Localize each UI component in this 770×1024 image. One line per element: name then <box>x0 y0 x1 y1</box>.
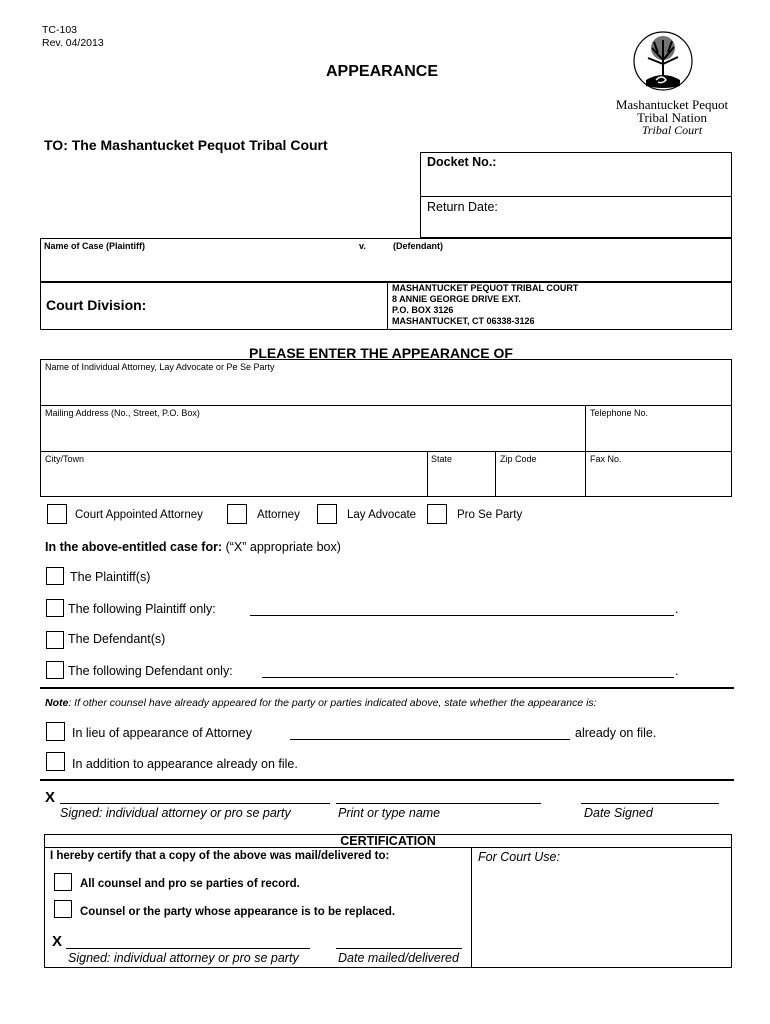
zip-code-label: Zip Code <box>500 454 537 464</box>
court-appointed-attorney-checkbox[interactable] <box>47 504 67 524</box>
addressed-to: TO: The Mashantucket Pequot Tribal Court <box>44 137 328 153</box>
mailing-address-field[interactable] <box>42 421 582 449</box>
period: . <box>675 664 679 678</box>
in-lieu-label: In lieu of appearance of Attorney <box>72 726 252 740</box>
zip-code-field[interactable] <box>497 467 583 495</box>
in-addition-checkbox[interactable] <box>46 752 65 771</box>
case-for-heading-rest: (“X” appropriate box) <box>222 540 341 554</box>
print-name-label: Print or type name <box>338 806 441 820</box>
city-label: City/Town <box>45 454 85 464</box>
all-counsel-label: All counsel and pro se parties of record. <box>80 878 300 890</box>
court-address-line: P.O. BOX 3126 <box>392 305 454 315</box>
case-for-heading <box>45 540 341 554</box>
following-defendant-checkbox[interactable] <box>46 661 64 679</box>
following-plaintiff-line[interactable] <box>250 615 674 616</box>
plaintiffs-checkbox[interactable] <box>46 567 64 585</box>
date-mailed-line[interactable] <box>336 948 462 949</box>
city-field[interactable] <box>42 467 424 495</box>
defendant-label: (Defendant) <box>393 241 443 251</box>
print-name-line[interactable] <box>336 803 541 804</box>
already-on-file-label: already on file. <box>575 726 657 740</box>
state-label: State <box>431 454 453 464</box>
divider <box>427 451 428 497</box>
divider <box>40 687 734 689</box>
date-signed-line[interactable] <box>581 803 719 804</box>
certification-signature-label: Signed: individual attorney or pro se party <box>68 951 299 965</box>
for-court-use-label: For Court Use: <box>478 850 560 864</box>
note-prefix: Note <box>45 697 69 709</box>
state-field[interactable] <box>429 467 493 495</box>
date-mailed-label: Date mailed/delivered <box>338 951 459 965</box>
signature-label: Signed: individual attorney or pro se party <box>60 806 291 820</box>
plaintiff-name-field[interactable] <box>42 254 342 280</box>
court-address-line: 8 ANNIE GEORGE DRIVE EXT. <box>392 294 521 304</box>
fax-field[interactable] <box>588 467 730 495</box>
page-title: APPEARANCE <box>326 63 439 80</box>
counsel-replaced-checkbox[interactable] <box>54 900 72 918</box>
court-address <box>392 283 578 327</box>
return-date-label: Return Date: <box>427 200 498 214</box>
form-revision: Rev. 04/2013 <box>42 37 104 49</box>
following-defendant-line[interactable] <box>262 677 674 678</box>
divider <box>387 282 388 330</box>
following-defendant-label: The following Defendant only: <box>68 664 233 678</box>
docket-number-label: Docket No.: <box>427 155 497 169</box>
form-code: TC-103 <box>42 24 78 36</box>
following-plaintiff-label: The following Plaintiff only: <box>68 602 216 616</box>
fax-label: Fax No. <box>590 454 622 464</box>
attorney-label: Attorney <box>257 509 300 521</box>
in-addition-label: In addition to appearance already on file. <box>72 757 298 771</box>
court-division-label: Court Division: <box>46 297 147 313</box>
certification-statement: I hereby certify that a copy of the above was mail/delivered to: <box>50 850 390 862</box>
telephone-label: Telephone No. <box>590 408 649 418</box>
divider <box>471 847 472 968</box>
court-use-field[interactable] <box>474 866 730 966</box>
logo-text-line3: Tribal Court <box>641 123 703 137</box>
divider <box>585 405 586 497</box>
signature-x-mark: X <box>45 789 56 806</box>
note-text: : If other counsel have already appeared for the party or parties indicated above, state whether the appearance is: <box>68 697 597 709</box>
signature-line[interactable] <box>60 803 330 804</box>
docket-number-field[interactable] <box>422 170 730 194</box>
defendants-label: The Defendant(s) <box>68 632 166 646</box>
case-for-heading-bold: In the above-entitled case for: <box>45 540 223 554</box>
court-appointed-attorney-label: Court Appointed Attorney <box>75 509 203 521</box>
court-address-line: MASHANTUCKET, CT 06338-3126 <box>392 316 535 326</box>
divider <box>40 405 732 406</box>
attorney-checkbox[interactable] <box>227 504 247 524</box>
counsel-replaced-label: Counsel or the party whose appearance is to be replaced. <box>80 906 396 918</box>
appearance-heading: PLEASE ENTER THE APPEARANCE OF <box>249 345 513 361</box>
divider <box>495 451 496 497</box>
all-counsel-checkbox[interactable] <box>54 873 72 891</box>
date-signed-label: Date Signed <box>584 806 653 820</box>
logo-text-line1: Mashantucket Pequot <box>615 97 729 112</box>
pro-se-party-checkbox[interactable] <box>427 504 447 524</box>
defendants-checkbox[interactable] <box>46 631 64 649</box>
lay-advocate-checkbox[interactable] <box>317 504 337 524</box>
return-date-field[interactable] <box>422 214 730 236</box>
in-lieu-checkbox[interactable] <box>46 722 65 741</box>
certification-title: CERTIFICATION <box>340 834 436 848</box>
logo-text-line2: Tribal Nation <box>637 110 707 125</box>
lay-advocate-label: Lay Advocate <box>347 509 417 521</box>
defendant-name-field[interactable] <box>390 254 730 280</box>
note <box>45 697 597 709</box>
certification-signature-line[interactable] <box>66 948 310 949</box>
divider <box>40 451 732 452</box>
following-plaintiff-checkbox[interactable] <box>46 599 64 617</box>
in-lieu-attorney-line[interactable] <box>290 739 570 740</box>
court-address-line: MASHANTUCKET PEQUOT TRIBAL COURT <box>392 283 579 293</box>
divider <box>420 196 732 197</box>
versus-label: v. <box>359 241 366 251</box>
tribal-court-logo <box>632 30 694 92</box>
pro-se-party-label: Pro Se Party <box>457 509 523 521</box>
mailing-address-label: Mailing Address (No., Street, P.O. Box) <box>45 408 200 418</box>
plaintiffs-label: The Plaintiff(s) <box>70 570 151 584</box>
period: . <box>675 602 679 616</box>
divider <box>40 779 734 781</box>
tree-seal-icon <box>632 30 694 92</box>
attorney-name-field[interactable] <box>42 375 730 403</box>
certification-x-mark: X <box>52 933 63 950</box>
case-name-plaintiff-label: Name of Case (Plaintiff) <box>44 241 146 251</box>
attorney-name-label: Name of Individual Attorney, Lay Advocate or Pe Se Party <box>45 362 275 372</box>
telephone-field[interactable] <box>588 421 730 449</box>
